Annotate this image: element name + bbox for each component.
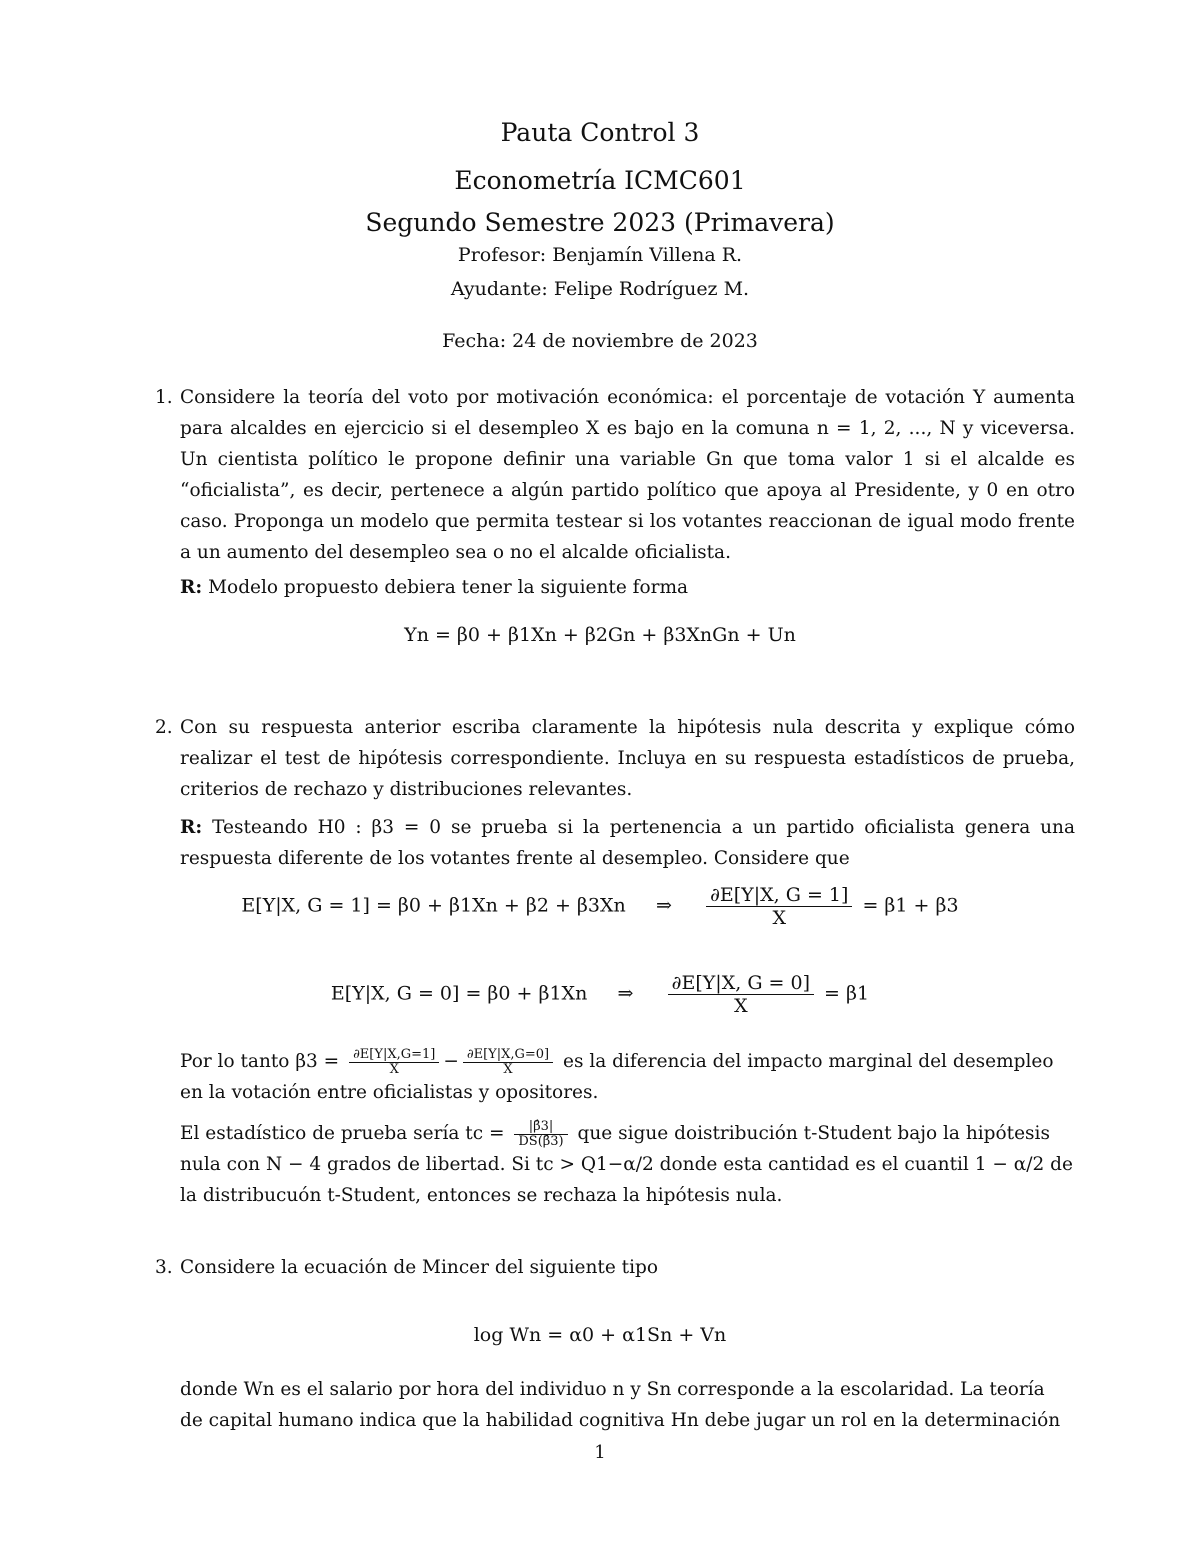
answer-label: R:	[180, 577, 203, 598]
equation-g0	[0, 972, 1200, 1017]
equation-mincer: log Wn = α0 + α1Sn + Vn	[473, 1324, 727, 1346]
implies-arrow: ⇒	[617, 982, 634, 1005]
question-1-number: 1.	[155, 387, 173, 408]
para1-line2: en la votación entre oficialistas y opositores.	[180, 1082, 599, 1103]
page-number: 1	[594, 1442, 606, 1463]
answer-label: R:	[180, 817, 203, 838]
equation-model: Yn = β0 + β1Xn + β2Gn + β3XnGn + Un	[404, 624, 796, 646]
answer-text: Modelo propuesto debiera tener la siguiente forma	[208, 577, 689, 598]
para2-line3: la distribucuón t-Student, entonces se rechaza la hipótesis nula.	[180, 1185, 783, 1206]
question-3-text: Considere la ecuación de Mincer del siguiente tipo	[180, 1257, 658, 1278]
eq2-left: E[Y|X, G = 0] = β0 + β1Xn	[330, 982, 588, 1005]
implies-arrow: ⇒	[655, 894, 672, 917]
assistant: Ayudante: Felipe Rodríguez M.	[450, 278, 750, 300]
semester: Segundo Semestre 2023 (Primavera)	[365, 208, 835, 237]
eq1-right: = β1 + β3	[862, 894, 959, 917]
para1-num1: ∂E[Y|X,G=1]	[349, 1048, 439, 1063]
eq1-left: E[Y|X, G = 1] = β0 + β1Xn + β2 + β3Xn	[241, 894, 626, 917]
question-2-number: 2.	[155, 717, 173, 738]
question-1-text: Considere la teoría del voto por motivación económica: el porcentaje de votación Y aumenta para alcaldes en ejercicio si el desempleo X es bajo en la comuna n = 1, 2, ..., N y viceversa. Un cientista político le propone definir una variable Gn que toma valor 1 si el alcalde es “oficialista”, es decir, pertenece a algún partido político que apoya al Presidente, y 0 en otro caso. Proponga un modelo que permita testear si los votantes reaccionan de igual modo frente a un aumento del desempleo sea o no el alcalde oficialista.	[180, 387, 1075, 563]
paragraph-beta3: Por lo tanto β3 = $\frac{\partial E[Y|X,G=1]}{X}$ − $\frac{\partial E[Y|X,G=0]}{X}$ es la diferencia del impacto marginal del desempleo en la votación entre oficialistas y opositores.	[180, 1046, 1054, 1103]
q3-line1: donde Wn es el salario por hora del individuo n y Sn corresponde a la escolaridad. La teoría	[180, 1379, 1045, 1400]
equation-g1	[0, 884, 1200, 929]
eq1-numerator: ∂E[Y|X, G = 1]	[706, 884, 852, 907]
eq1-fraction	[706, 884, 852, 929]
document-title: Pauta Control 3	[500, 118, 700, 147]
question-2-answer	[180, 812, 1075, 874]
question-2-text: Con su respuesta anterior escriba claramente la hipótesis nula descrita y explique cómo realizar el test de hipótesis correspondiente. Incluya en su respuesta estadísticos de prueba, criterios de rechazo y distribuciones relevantes.	[180, 717, 1075, 800]
para1-start: Por lo tanto β3 =	[180, 1051, 340, 1072]
para1-fraction-2	[463, 1048, 553, 1077]
question-3-continuation	[180, 1374, 1075, 1436]
date: Fecha: 24 de noviembre de 2023	[442, 330, 758, 352]
professor: Profesor: Benjamín Villena R.	[457, 244, 743, 266]
eq2-fraction	[668, 972, 814, 1017]
para1-fraction-1	[349, 1048, 439, 1077]
para2-end: que sigue doistribución t-Student bajo la hipótesis	[577, 1123, 1050, 1144]
question-3-number: 3.	[155, 1257, 173, 1278]
para2-start: El estadístico de prueba sería tc =	[180, 1123, 505, 1144]
eq2-numerator: ∂E[Y|X, G = 0]	[668, 972, 814, 995]
para2-line2: nula con N − 4 grados de libertad. Si tc > Q1−α/2 donde esta cantidad es el cuantil 1 − α/2 de	[180, 1154, 1073, 1175]
paragraph-statistic	[180, 1118, 1075, 1211]
para2-den: DS(β̂3)	[518, 1133, 564, 1149]
answer-text: Testeando H0 : β3 = 0 se prueba si la pertenencia a un partido oficialista genera una respuesta diferente de los votantes frente al desempleo. Considere que	[180, 817, 1075, 869]
question-1-answer	[180, 572, 1075, 603]
para1-num2: ∂E[Y|X,G=0]	[463, 1048, 553, 1063]
para1-end: es la diferencia del impacto marginal del desempleo	[563, 1051, 1054, 1072]
course-name: Econometría ICMC601	[454, 166, 746, 195]
para2-num: |β̂3|	[514, 1120, 567, 1135]
q3-line2: de capital humano indica que la habilidad cognitiva Hn debe jugar un rol en la determinación	[180, 1410, 1061, 1431]
eq2-denominator: X	[734, 995, 748, 1017]
para2-fraction	[514, 1120, 567, 1149]
para1-den1: X	[389, 1061, 399, 1077]
eq1-denominator: X	[772, 907, 787, 929]
para1-den2: X	[503, 1061, 513, 1077]
eq2-right: = β1	[824, 982, 870, 1005]
